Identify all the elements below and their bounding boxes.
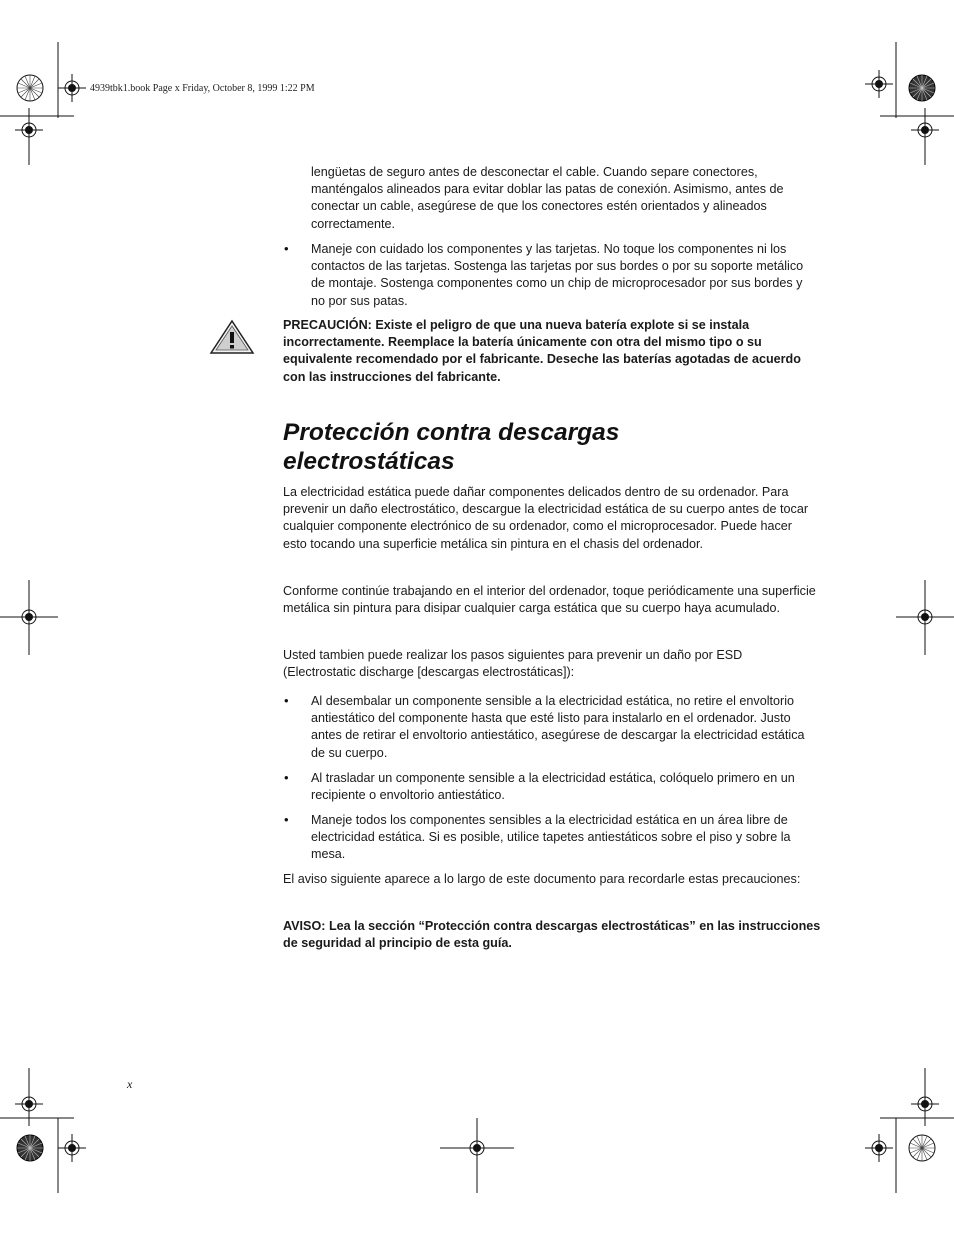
paragraph-esd-steps: Usted tambien puede realizar los pasos siguientes para prevenir un daño por ESD (Electrostatic discharge [descargas electrostáticas]): bbox=[283, 648, 743, 680]
bullet-icon: • bbox=[284, 812, 289, 827]
print-stamp: 4939tbk1.book Page x Friday, October 8, 1999 1:22 PM bbox=[90, 83, 315, 94]
list-item-static-free-area: Maneje todos los componentes sensibles a la electricidad estática en un área libre de electricidad estática. Si es posible, utilice tapetes antiestáticos sobre el piso y sobre la mesa. bbox=[311, 813, 791, 862]
bullet-icon: • bbox=[284, 241, 289, 256]
bullet-icon: • bbox=[284, 693, 289, 708]
paragraph-continuation: lengüetas de seguro antes de desconectar el cable. Cuando separe conectores, manténgalos alineados para evitar doblar las patas de conexión. Asimismo, antes de conectar un cable, asegúrese de que los conectores estén orientados y alineados correctamente. bbox=[311, 165, 784, 231]
paragraph-periodic-touch: Conforme continúe trabajando en el interior del ordenador, toque periódicamente una superficie metálica sin pintura para disipar cualquier carga estática que su cuerpo haya acumulado. bbox=[283, 584, 816, 616]
esd-notice: AVISO: Lea la sección “Protección contra descargas electrostáticas” en las instrucciones de seguridad al principio de esta guía. bbox=[283, 919, 821, 951]
caution-icon bbox=[209, 319, 255, 355]
paragraph-esd-intro: La electricidad estática puede dañar componentes delicados dentro de su ordenador. Para prevenir un daño electrostático, descargue la electricidad estática de su cuerpo antes de tocar cualquier componente electrónico de su ordenador, como el microprocesador. Puede hacer esto tocando una superficie metálica sin pintura en el chasis del ordenador. bbox=[283, 485, 809, 551]
bullet-icon: • bbox=[284, 770, 289, 785]
list-item-unpacking: Al desembalar un componente sensible a la electricidad estática, no retire el envoltorio antiestático del componente hasta que esté listo para instalarlo en el ordenador. Justo antes de retirar el envoltorio antiestático, asegúrese de descargar la electricidad estática de su cuerpo. bbox=[311, 694, 805, 760]
list-item-transport: Al trasladar un componente sensible a la electricidad estática, colóquelo primero en un recipiente o envoltorio antiestático. bbox=[311, 771, 795, 803]
caution-notice: PRECAUCIÓN: Existe el peligro de que una nueva batería explote si se instala incorrectamente. Reemplace la batería únicamente con otra del mismo tipo o su equivalente recomendado por el fabricante. Deseche las baterías agotadas de acuerdo con las instrucciones del fabricante. bbox=[283, 318, 801, 384]
section-heading bbox=[283, 418, 843, 476]
page-number: x bbox=[127, 1077, 133, 1091]
list-item-handle-components: Maneje con cuidado los componentes y las tarjetas. No toque los componentes ni los contactos de las tarjetas. Sostenga las tarjetas por sus bordes o por su soporte metálico de montaje. Sostenga componentes como un chip de microprocesador por sus bordes y no por sus patas. bbox=[311, 242, 804, 308]
paragraph-notice-intro: El aviso siguiente aparece a lo largo de este documento para recordarle estas precauciones: bbox=[283, 872, 801, 886]
section-heading-line-1: Protección contra descargas bbox=[283, 419, 620, 446]
section-heading-line-2: electrostáticas bbox=[283, 448, 455, 475]
